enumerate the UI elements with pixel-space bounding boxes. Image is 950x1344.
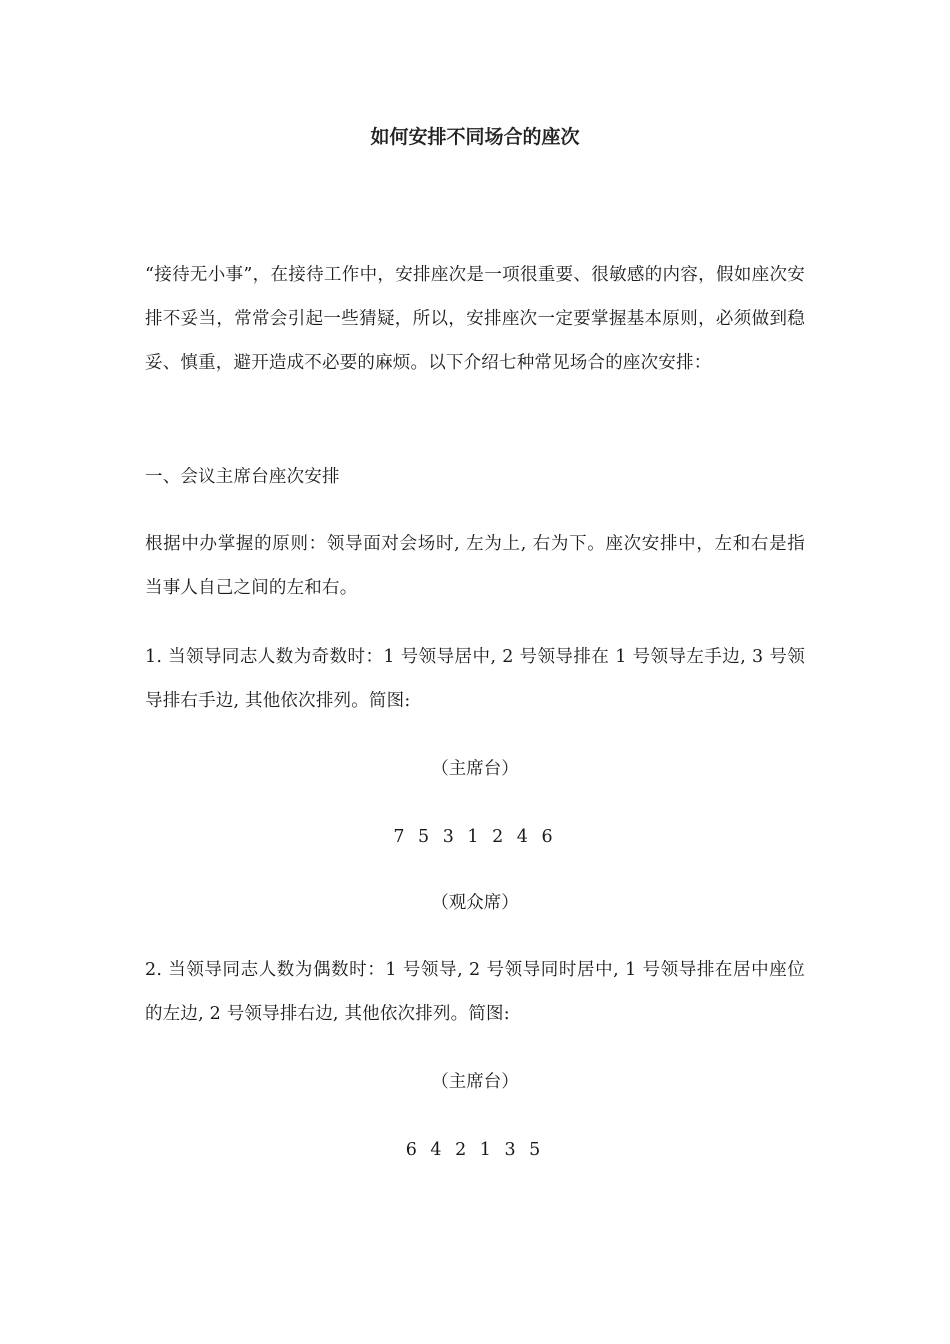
case1-audience-label: （观众席）	[431, 893, 519, 913]
section-heading: 一、会议主席台座次安排	[145, 467, 340, 487]
case2-stage-label: （主席台）	[431, 1072, 519, 1092]
case1-paragraph: 1. 当领导同志人数为奇数时：1 号领导居中, 2 号领导排在 1 号领导左手边, 3 号领导排右手边, 其他依次排列。简图:	[145, 647, 805, 711]
document-title: 如何安排不同场合的座次	[370, 126, 580, 148]
intro-paragraph: “接待无小事”，在接待工作中，安排座次是一项很重要、很敏感的内容，假如座次安排不妥当，常常会引起一些猜疑，所以，安排座次一定要掌握基本原则，必须做到稳妥、慎重，避开造成不必要的麻烦。以下介绍七种常见场合的座次安排：	[145, 265, 805, 373]
principle-paragraph: 根据中办掌握的原则：领导面对会场时, 左为上, 右为下。座次安排中，左和右是指当事人自己之间的左和右。	[145, 534, 805, 598]
case1-stage-label: （主席台）	[431, 759, 519, 779]
case2-seating-order: 6 4 2 1 3 5	[405, 1140, 545, 1160]
case2-paragraph: 2. 当领导同志人数为偶数时：1 号领导, 2 号领导同时居中, 1 号领导排在居中座位的左边, 2 号领导排右边, 其他依次排列。简图:	[145, 960, 805, 1024]
case1-seating-order: 7 5 3 1 2 4 6	[393, 827, 557, 847]
